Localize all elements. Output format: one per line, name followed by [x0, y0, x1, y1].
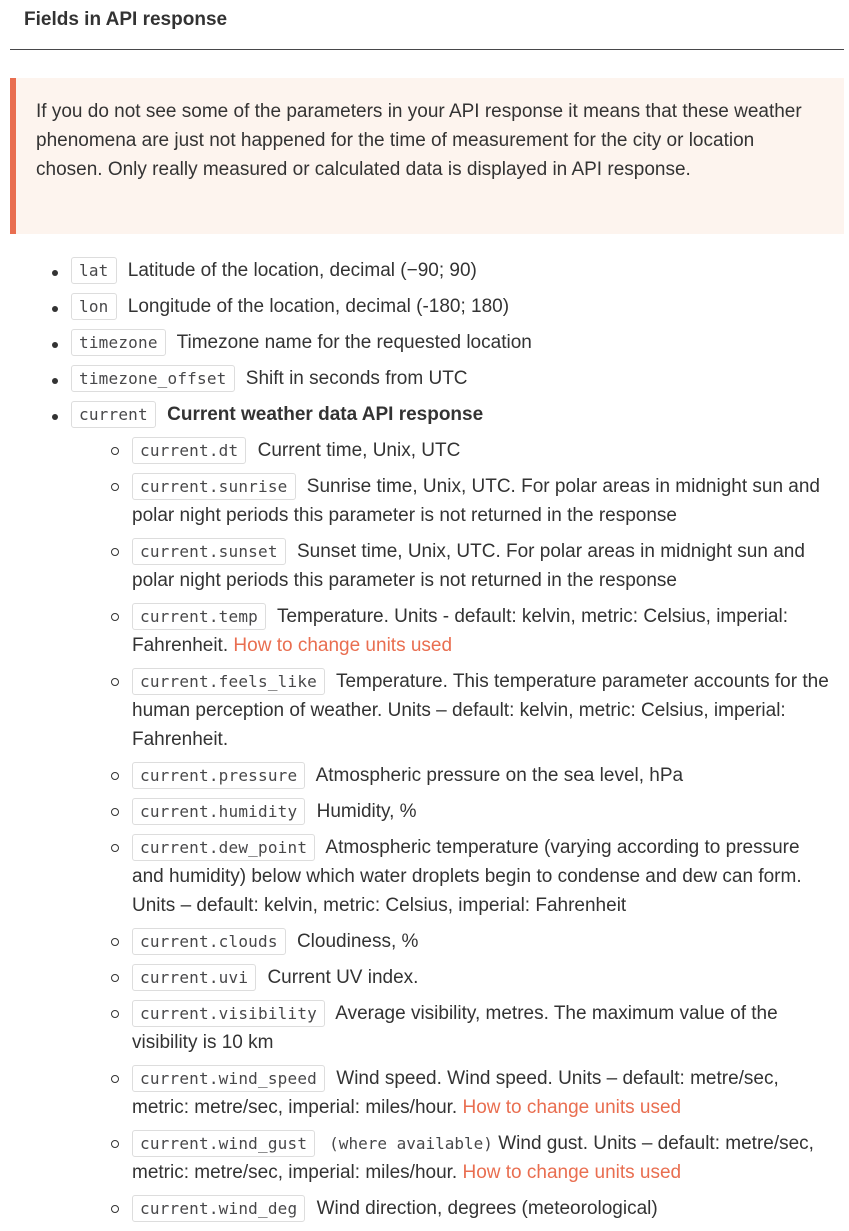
field-description: Atmospheric temperature (varying according to pressure and humidity) below which water droplets begin to condense and dew can form. Units – default: kelvin, metric: Celsius, imperial: Fahrenheit [132, 837, 802, 916]
field-code: current [71, 401, 156, 428]
field-description: Cloudiness, % [296, 931, 419, 952]
field-code: timezone_offset [71, 365, 235, 392]
field-description: Latitude of the location, decimal (−90; 90) [127, 260, 477, 281]
field-item-current-wind-deg [0, 1194, 832, 1223]
info-note [10, 78, 844, 234]
field-description: Timezone name for the requested location [176, 332, 532, 353]
field-code: current.clouds [132, 928, 286, 955]
field-item-current-dt [0, 436, 832, 465]
field-item-current [0, 400, 849, 1223]
fields-list [0, 256, 849, 1230]
field-code: current.temp [132, 603, 266, 630]
field-item-current-sunset [0, 537, 832, 595]
field-code: current.sunrise [132, 473, 296, 500]
section-title: Fields in API response [24, 9, 228, 30]
field-description: Temperature. Units - default: kelvin, metric: Celsius, imperial: Fahrenheit. [132, 606, 788, 656]
current-fields-list [0, 436, 829, 1223]
info-note-text: If you do not see some of the parameters in your API response it means that these weather phenomena are just not happened for the time of measurement for the city or location chosen. Only really measured or calculated data is displayed in API response. [36, 101, 802, 180]
field-item-current-wind-gust [0, 1129, 832, 1187]
field-code: current.pressure [132, 762, 305, 789]
field-item-current-sunrise [0, 472, 832, 530]
field-description: Atmospheric pressure on the sea level, hPa [315, 765, 684, 786]
field-item-current-clouds [0, 927, 832, 956]
field-code: lat [71, 257, 117, 284]
units-link[interactable]: How to change units used [462, 1162, 682, 1183]
field-description: Sunrise time, Unix, UTC. For polar areas in midnight sun and polar night periods this parameter is not returned in the response [132, 476, 820, 526]
field-item-current-dew-point [0, 833, 832, 920]
field-description: Shift in seconds from UTC [245, 368, 468, 389]
field-item-timezone-offset [0, 364, 849, 393]
availability-note: (where available) [329, 1134, 493, 1153]
field-item-current-pressure [0, 761, 832, 790]
field-description: Wind direction, degrees (meteorological) [316, 1198, 658, 1219]
field-description: Average visibility, metres. The maximum value of the visibility is 10 km [132, 1003, 778, 1053]
field-item-lat [0, 256, 849, 285]
field-description: Wind speed. Wind speed. Units – default: metre/sec, metric: metre/sec, imperial: miles/hour. [132, 1068, 779, 1118]
field-item-current-uvi [0, 963, 832, 992]
field-code: current.sunset [132, 538, 286, 565]
field-code: current.visibility [132, 1000, 325, 1027]
field-item-current-feels-like [0, 667, 832, 754]
field-description: Wind gust. Units – default: metre/sec, metric: metre/sec, imperial: miles/hour. [132, 1133, 814, 1183]
field-description: Humidity, % [316, 801, 417, 822]
field-description: Current UV index. [267, 967, 419, 988]
field-description: Longitude of the location, decimal (-180; 180) [127, 296, 510, 317]
field-description: Sunset time, Unix, UTC. For polar areas in midnight sun and polar night periods this parameter is not returned in the response [132, 541, 805, 591]
field-item-current-temp [0, 602, 832, 660]
field-code: current.feels_like [132, 668, 325, 695]
field-description: Temperature. This temperature parameter accounts for the human perception of weather. Units – default: kelvin, metric: Celsius, imperial: Fahrenheit. [132, 671, 829, 750]
field-description: Current time, Unix, UTC [257, 440, 461, 461]
field-item-lon [0, 292, 849, 321]
field-code: timezone [71, 329, 166, 356]
field-code: current.wind_deg [132, 1195, 305, 1222]
field-code: current.wind_speed [132, 1065, 325, 1092]
field-item-current-visibility [0, 999, 832, 1057]
field-code: lon [71, 293, 117, 320]
field-code: current.wind_gust [132, 1130, 315, 1157]
field-item-current-humidity [0, 797, 832, 826]
field-item-current-wind-speed [0, 1064, 832, 1122]
field-code: current.uvi [132, 964, 256, 991]
field-item-timezone [0, 328, 849, 357]
field-code: current.humidity [132, 798, 305, 825]
title-divider [10, 49, 844, 50]
field-code: current.dew_point [132, 834, 315, 861]
field-description: Current weather data API response [167, 404, 484, 425]
field-code: current.dt [132, 437, 246, 464]
units-link[interactable]: How to change units used [462, 1097, 682, 1118]
units-link[interactable]: How to change units used [233, 635, 453, 656]
